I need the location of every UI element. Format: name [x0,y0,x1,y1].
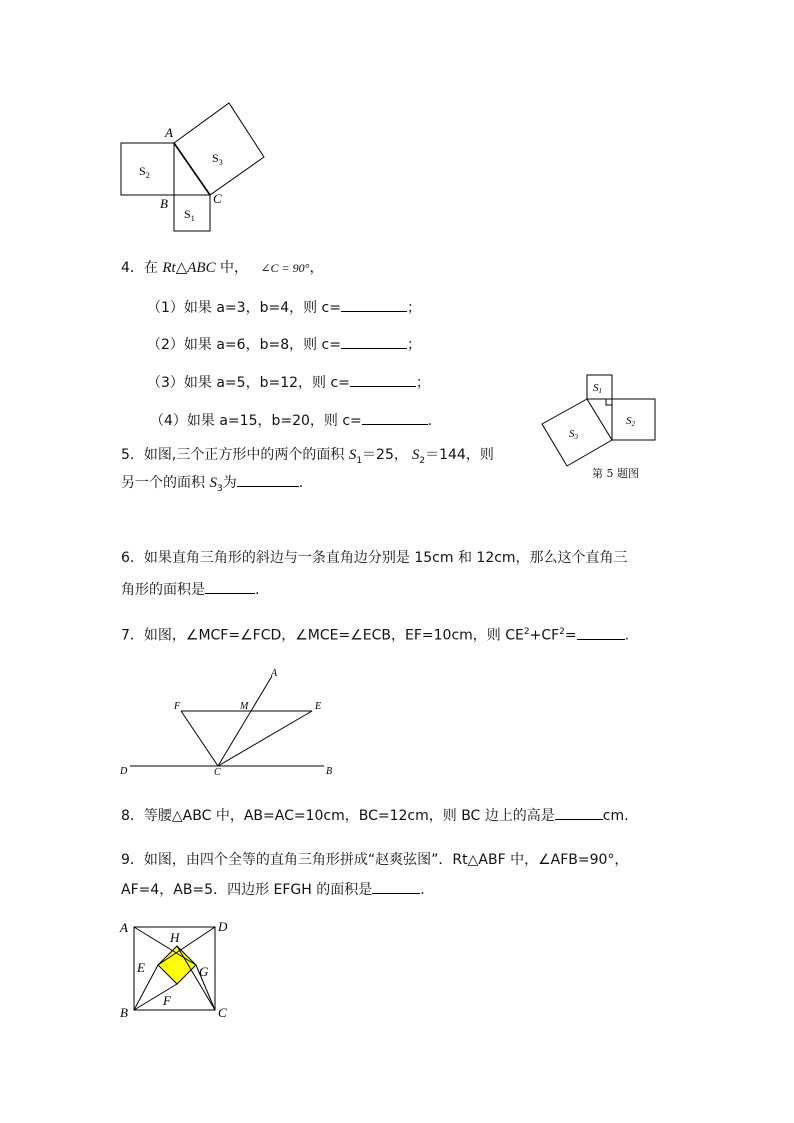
q7-label-m: M [240,701,249,712]
q6-line-1: 6．如果直角三角形的斜边与一条直角边分别是 15cm 和 12cm，那么这个直角三 [121,550,628,566]
q5-label-s1: S1 [593,382,602,395]
q4-triangle: Rt△ABC [162,260,216,276]
q5-line-1: 5．如图,三个正方形中的两个的面积 $S_1=25$， $S_2=144$，则 [121,447,494,466]
q4-item-4: （4）如果 a=15，b=20，则 c= . [150,410,432,430]
label-s3: $S_3$ [212,151,223,167]
q9-line-1: 9．如图，由四个全等的直角三角形拼成“赵爽弦图”．Rt△ABF 中，∠AFB=90°， [121,852,629,868]
q9-label-d: D [218,919,228,934]
q8-text: 8．等腰△ABC 中，AB=AC=10cm，BC=12cm，则 BC 边上的高是 cm. [121,805,629,825]
q9-label-h: H [170,930,180,945]
q7-text: 7．如图，∠MCF=∠FCD，∠MCE=∠ECB，EF=10cm，则 $CE^2+CF^2=$ . [121,623,629,645]
q7-label-e: E [315,701,322,712]
inner-square-efgh [158,946,196,984]
q9-label-c: C [218,1005,227,1020]
q4-angle: ∠C = 90° [260,261,310,275]
label-b: B [160,196,168,211]
q7-label-b: B [326,766,333,777]
q4-item-2: （2）如果 a=6，b=8，则 c= ； [147,334,421,354]
q7-label-c: C [214,767,221,778]
label-s1: $S_1$ [184,207,195,223]
label-c: C [213,191,222,206]
q4-item-1: （1）如果 a=3，b=4，则 c= ； [147,297,421,317]
q7-label-a: A [271,668,278,679]
q9-label-g: G [199,964,209,979]
q4-header: 4．在 Rt△ABC 中， ∠C = 90°， [121,260,324,276]
q4-item-3: （3）如果 a=5，b=12，则 c= ； [147,372,430,392]
q5-figure-caption: 第 5 题图 [592,467,639,480]
label-a: A [165,125,173,140]
q5-line-2: 另一个的面积 $S_3$为 . [121,472,303,498]
q7-label-f: F [174,701,181,712]
q7-label-d: D [120,766,128,777]
q9-label-a: A [120,920,128,935]
q9-label-f: F [163,993,171,1008]
q6-line-2: 角形的面积是 . [121,579,259,599]
label-s2: $S_2$ [139,164,150,180]
q9-label-b: B [120,1005,128,1020]
q5-label-s3: S3 [569,428,578,441]
q9-label-e: E [137,960,145,975]
q9-line-2: AF=4，AB=5．四边形 EFGH 的面积是 . [121,879,425,899]
q5-label-s2: S2 [626,415,635,428]
